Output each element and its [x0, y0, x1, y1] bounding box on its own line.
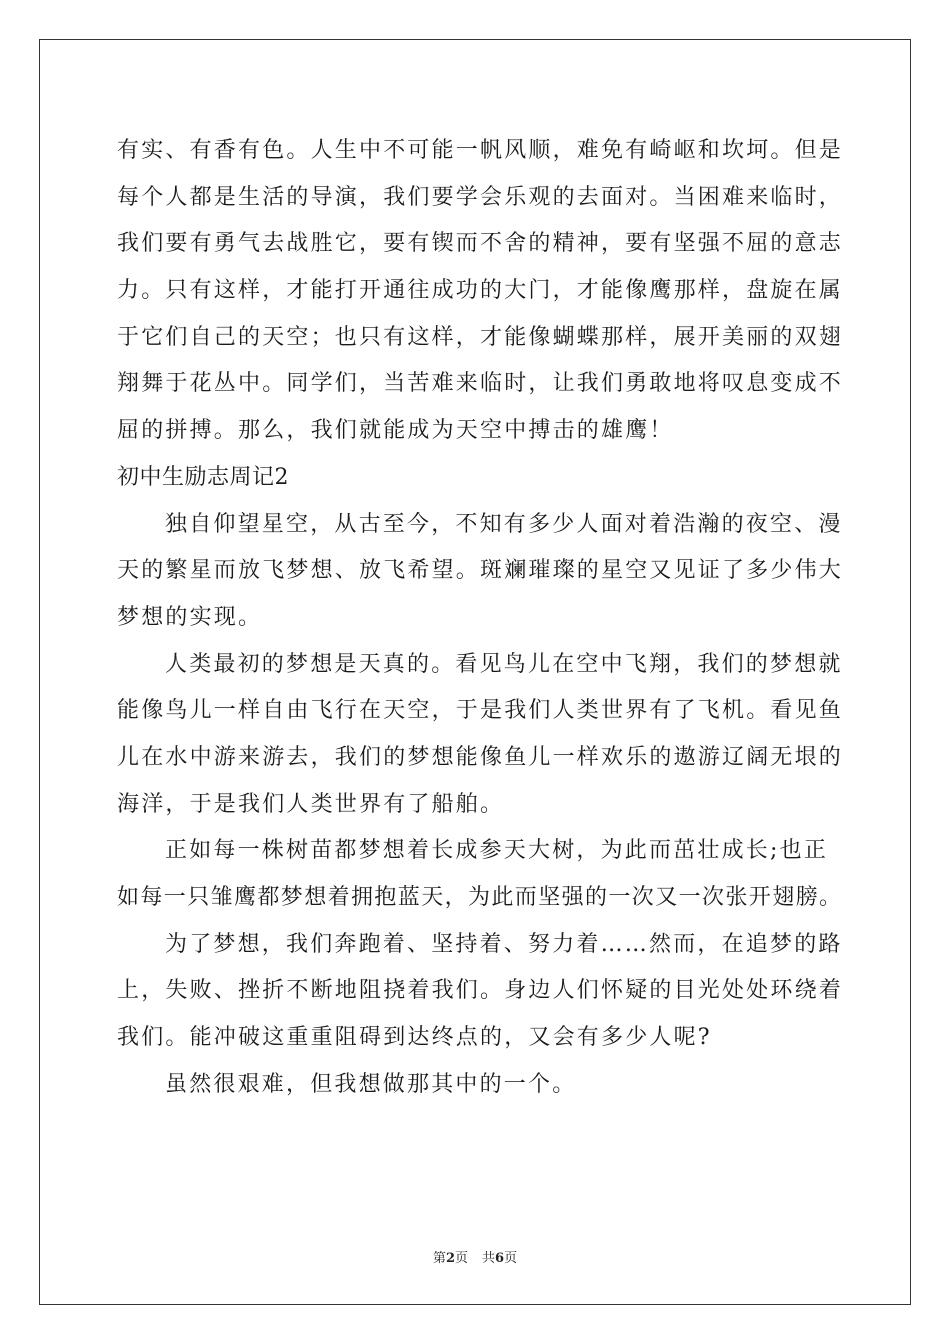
page-footer	[0, 1247, 950, 1266]
text-line: 有实、有香有色。人生中不可能一帆风顺，难免有崎岖和坎坷。但是	[117, 138, 844, 163]
document-body	[117, 128, 844, 1108]
text-line: 上，失败、挫折不断地阻挠着我们。身边人们怀疑的目光处处环绕着	[117, 978, 844, 1004]
paragraph-first-line: 虽然很艰难，但我想做那其中的一个。	[165, 1071, 577, 1097]
text-line: 每个人都是生活的导演，我们要学会乐观的去面对。当困难来临时，	[117, 184, 844, 210]
text-line: 力。只有这样，才能打开通往成功的大门，才能像鹰那样，盘旋在属	[117, 278, 844, 304]
text-line: 屈的拼搏。那么，我们就能成为天空中搏击的雄鹰！	[117, 418, 674, 444]
text-line: 翔舞于花丛中。同学们，当苦难来临时，让我们勇敢地将叹息变成不	[117, 371, 844, 397]
text-line: 天的繁星而放飞梦想、放飞希望。斑斓璀璨的星空又见证了多少伟大	[117, 558, 844, 584]
footer-total-suffix: 页	[504, 1251, 518, 1266]
text-line: 我们。能冲破这重重阻碍到达终点的，又会有多少人呢?	[117, 1025, 712, 1051]
paragraph-first-line: 为了梦想，我们奔跑着、坚持着、努力着……然而，在追梦的路	[165, 931, 843, 957]
footer-page-prefix: 第	[432, 1251, 446, 1266]
text-line: 能像鸟儿一样自由飞行在天空，于是我们人类世界有了飞机。看见鱼	[117, 698, 844, 724]
paragraph-first-line: 独自仰望星空，从古至今，不知有多少人面对着浩瀚的夜空、漫	[165, 511, 843, 537]
text-line: 我们要有勇气去战胜它，要有锲而不舍的精神，要有坚强不屈的意志	[117, 231, 844, 257]
text-line: 海洋，于是我们人类世界有了船舶。	[117, 791, 505, 817]
footer-page-number: 2	[445, 1251, 455, 1266]
section-heading: 初中生励志周记2	[117, 464, 289, 490]
text-line: 于它们自己的天空；也只有这样，才能像蝴蝶那样，展开美丽的双翅	[117, 324, 844, 350]
text-line: 梦想的实现。	[117, 604, 263, 630]
text-line: 如每一只雏鹰都梦想着拥抱蓝天，为此而坚强的一次又一次张开翅膀。	[117, 885, 843, 910]
paragraph-first-line: 人类最初的梦想是天真的。看见鸟儿在空中飞翔，我们的梦想就	[165, 651, 843, 677]
footer-total-prefix: 共	[482, 1251, 496, 1266]
footer-page-suffix: 页	[454, 1251, 468, 1266]
paragraph-first-line: 正如每一株树苗都梦想着长成参天大树，为此而茁壮成长;也正	[165, 838, 829, 864]
footer-total-pages: 6	[495, 1251, 505, 1266]
text-line: 儿在水中游来游去，我们的梦想能像鱼儿一样欢乐的遨游辽阔无垠的	[117, 744, 844, 770]
